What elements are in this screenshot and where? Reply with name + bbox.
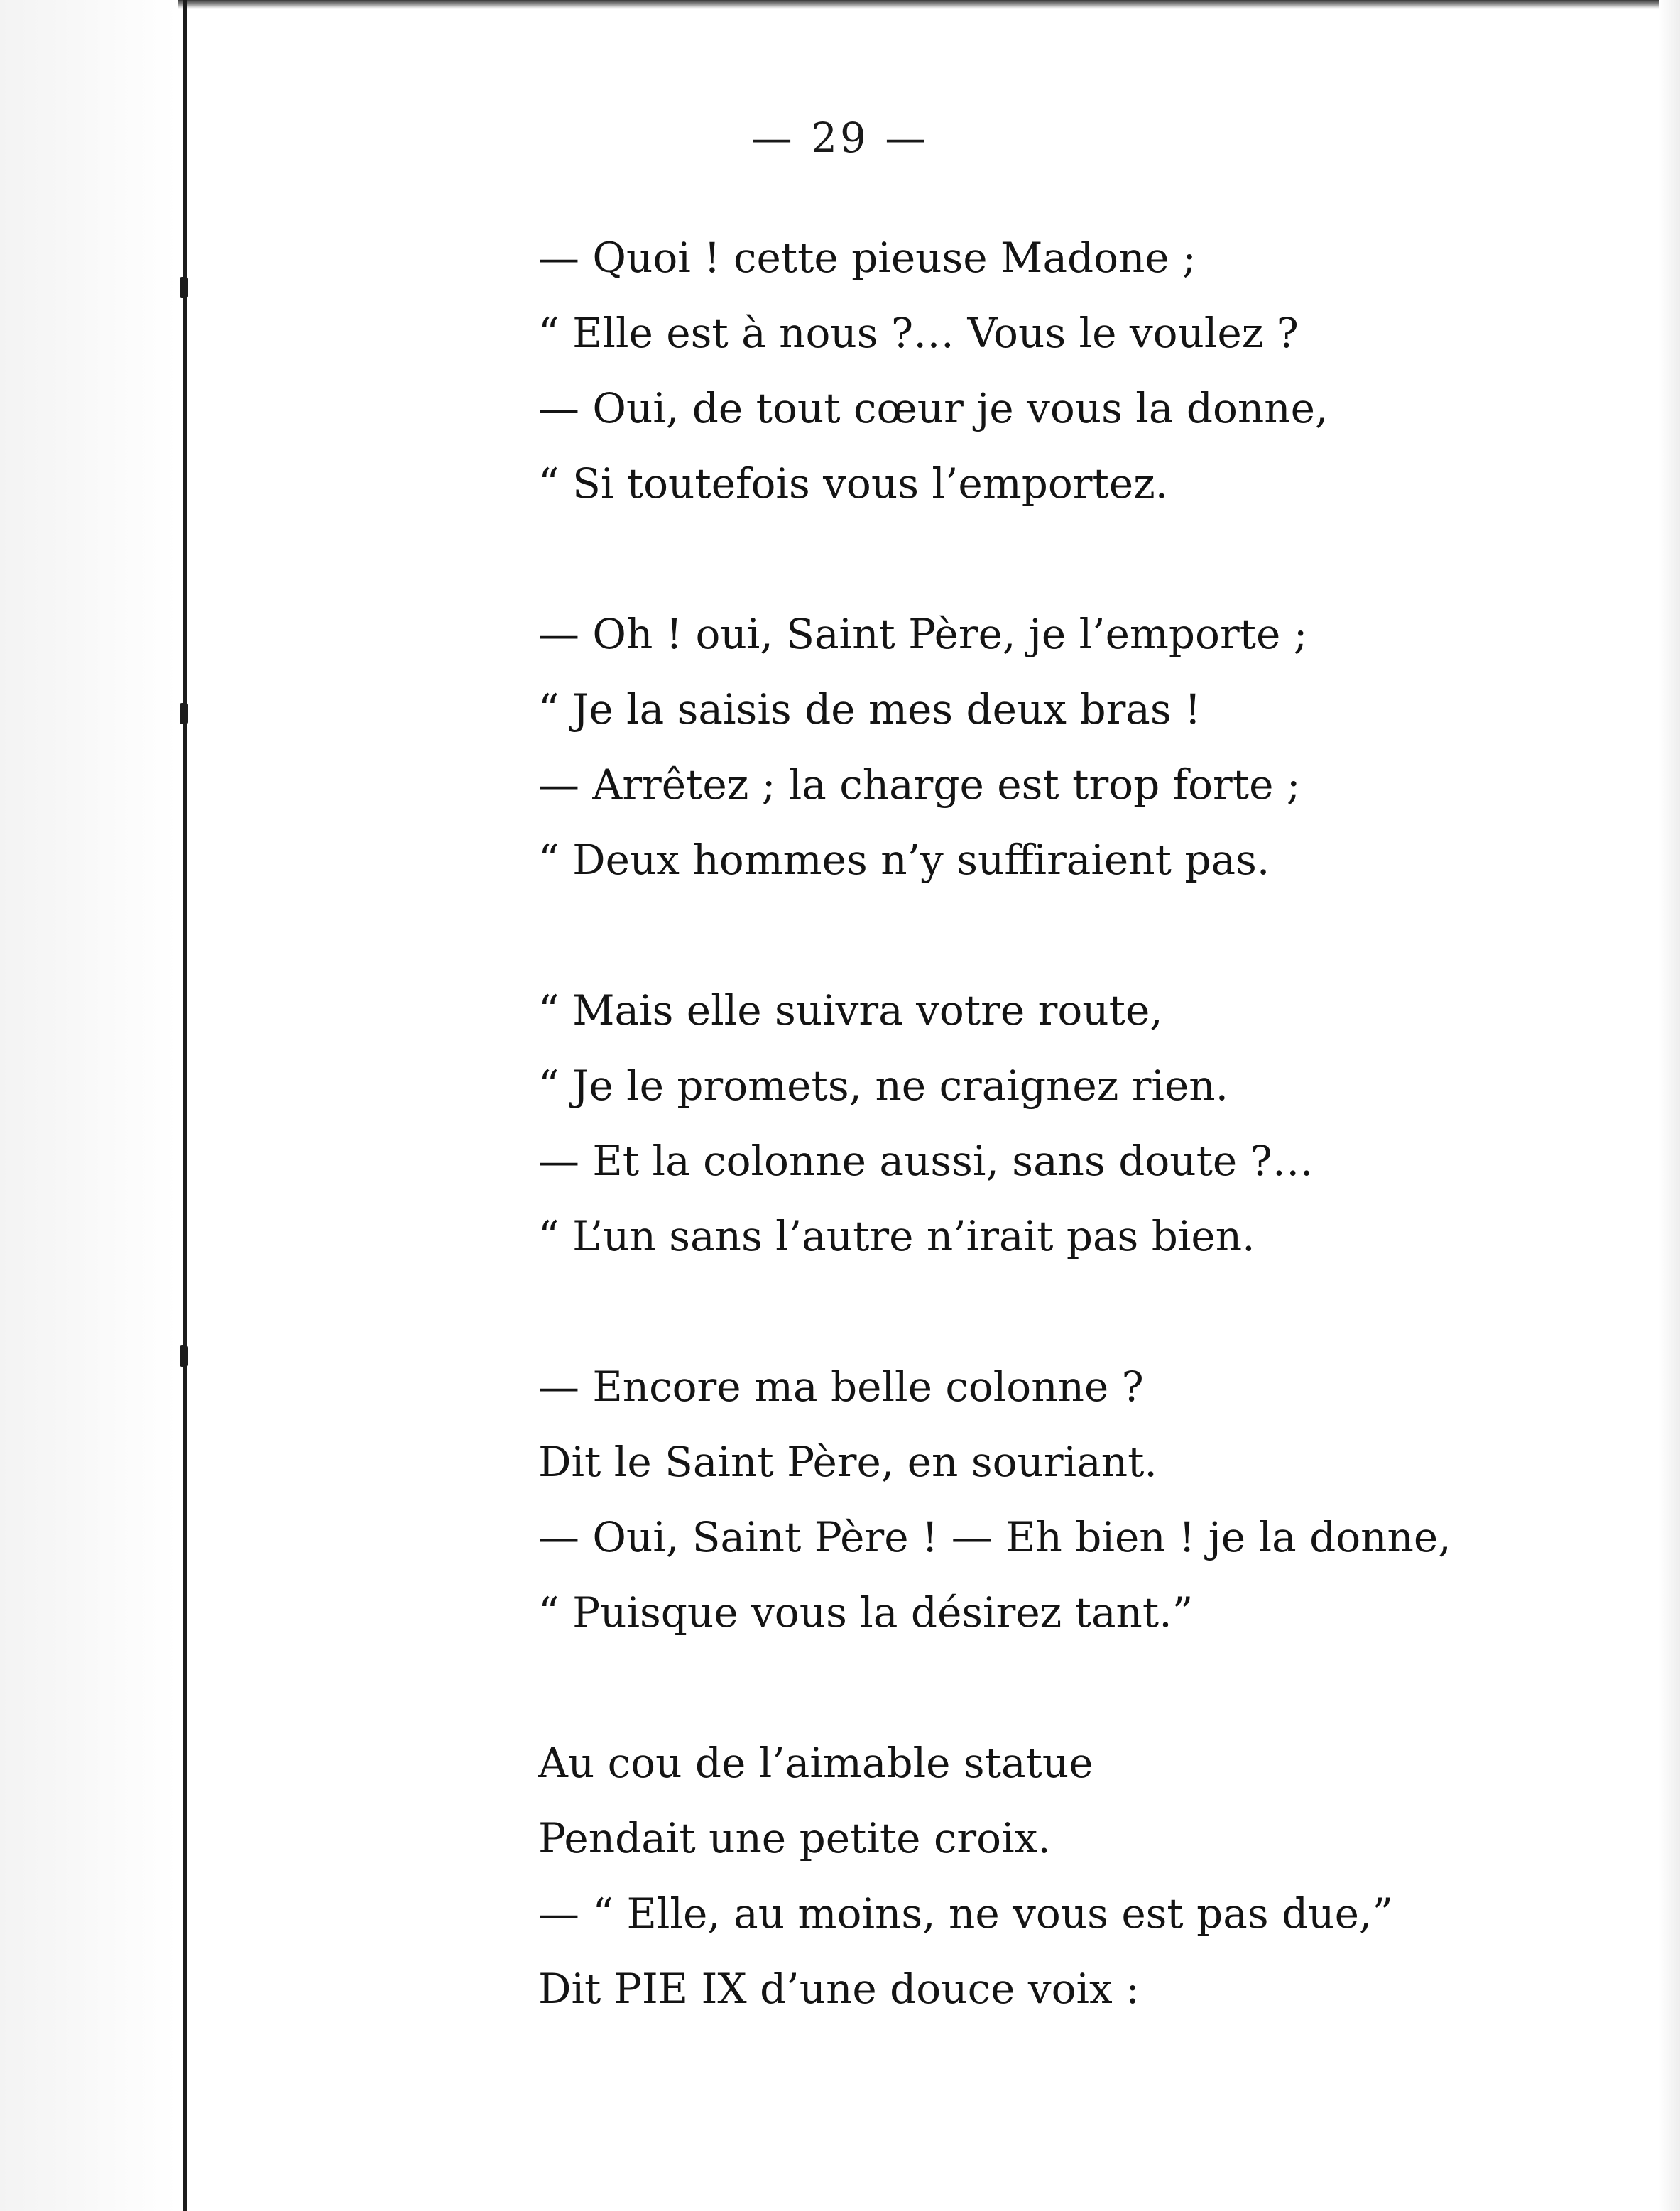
verse-line: “ Puisque vous la désirez tant.” — [538, 1588, 1194, 1637]
page-margin-shadow — [0, 0, 178, 2211]
verse-line: — Arrêtez ; la charge est trop forte ; — [538, 760, 1301, 809]
stanza-3 — [538, 973, 1646, 1274]
verse-line: — “ Elle, au moins, ne vous est pas due,” — [538, 1889, 1393, 1938]
verse-line: “ Je le promets, ne craignez rien. — [538, 1061, 1229, 1110]
stanza-4 — [538, 1349, 1646, 1650]
verse-line: — Oh ! oui, Saint Père, je l’emporte ; — [538, 610, 1308, 658]
page-right-shadow — [1659, 0, 1680, 2211]
scan-top-edge — [178, 0, 1662, 9]
verse-line: “ Deux hommes n’y suffiraient pas. — [538, 836, 1270, 884]
verse-line: — Encore ma belle colonne ? — [538, 1363, 1144, 1411]
verse-line: “ L’un sans l’autre n’irait pas bien. — [538, 1212, 1255, 1260]
stanza-2 — [538, 596, 1646, 897]
page-number: — 29 — — [751, 114, 929, 162]
verse-line: Dit le Saint Père, en souriant. — [538, 1438, 1157, 1486]
verse-line: — Oui, Saint Père ! — Eh bien ! je la donne, — [538, 1513, 1451, 1561]
verse-line: — Et la colonne aussi, sans doute ?… — [538, 1137, 1314, 1185]
binding-mark — [180, 703, 188, 724]
verse-line: “ Je la saisis de mes deux bras ! — [538, 685, 1201, 733]
verse-line: “ Elle est à nous ?… Vous le voulez ? — [538, 309, 1299, 357]
verse-line: — Oui, de tout cœur je vous la donne, — [538, 384, 1329, 432]
verse-line: — Quoi ! cette pieuse Madone ; — [538, 234, 1196, 282]
verse-line: Dit PIE IX d’une douce voix : — [538, 1965, 1140, 2013]
binding-edge-line — [183, 0, 187, 2211]
binding-mark — [180, 1345, 188, 1367]
verse-line: Au cou de l’aimable statue — [538, 1739, 1093, 1787]
stanza-1 — [538, 220, 1646, 521]
verse-line: Pendait une petite croix. — [538, 1814, 1051, 1862]
verse-line: “ Si toutefois vous l’emportez. — [538, 459, 1169, 508]
poem — [538, 220, 1646, 2102]
stanza-5 — [538, 1725, 1646, 2026]
verse-line: “ Mais elle suivra votre route, — [538, 986, 1163, 1034]
binding-mark — [180, 277, 188, 298]
